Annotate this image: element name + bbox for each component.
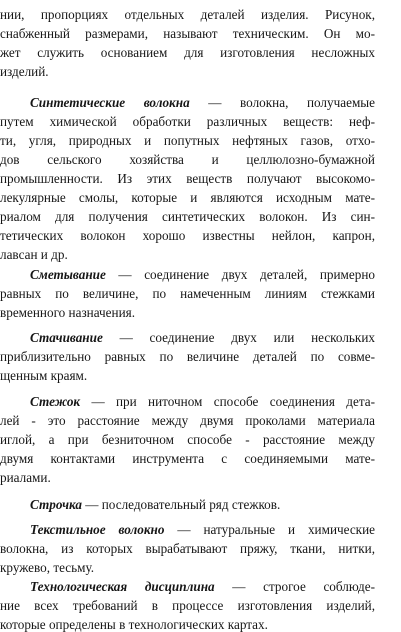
entry-definition-start: — последовательный ряд стежков.	[81, 497, 281, 512]
text-line: иглой, а при безниточном способе - расстояние между	[0, 432, 375, 447]
text-line	[0, 495, 375, 514]
entry-basting	[0, 265, 375, 322]
text-line: жет служить основанием для изготовления несложных	[0, 45, 375, 60]
text-line: временного назначения.	[0, 305, 136, 320]
text-line	[0, 577, 375, 596]
entry-term: Синтетические волокна	[30, 95, 190, 110]
entry-technological-discipline	[0, 577, 375, 632]
text-line: приблизительно равных по величине деталей по совме-	[0, 349, 375, 364]
entry-seam-line	[0, 495, 375, 514]
text-line: дов сельского хозяйства и целлюлозно-бумажной	[0, 152, 375, 167]
entry-term: Стежок	[30, 394, 81, 409]
entry-definition-start: — при ниточном способе соединения дета-	[80, 394, 375, 409]
paragraph-drawing-continuation	[0, 5, 375, 81]
entry-definition-start: — соединение двух или нескольких	[102, 330, 375, 345]
entry-definition-start: — натуральные и химические	[164, 522, 375, 537]
text-line: риалом для получения синтетических волокон. Из син-	[0, 209, 375, 224]
text-line: лекулярные смолы, которые и являются исходным мате-	[0, 190, 375, 205]
text-line: двумя контактами инструмента с соединяемыми мате-	[0, 451, 375, 466]
entry-term: Строчка	[30, 497, 82, 512]
entry-stitch	[0, 392, 375, 487]
text-line	[0, 265, 375, 284]
entry-stitching	[0, 328, 375, 385]
entry-definition-start: — соединение двух деталей, примерно	[105, 267, 375, 282]
text-line: лавсан и др.	[0, 247, 68, 262]
entry-definition-start: — строгое соблюде-	[214, 579, 375, 594]
text-line: снабженный размерами, называют техническим. Он мо-	[0, 26, 375, 41]
text-line	[0, 520, 375, 539]
entry-synthetic-fibers	[0, 93, 375, 264]
entry-term: Стачивание	[30, 330, 103, 345]
text-line: изделий.	[0, 64, 49, 79]
text-line: ние всех требований в процессе изготовления изделий,	[0, 598, 375, 613]
entry-definition-start: — волокна, получаемые	[189, 95, 375, 110]
entry-term: Текстильное волокно	[30, 522, 165, 537]
text-line: равных по величине, по намеченным линиям стежками	[0, 286, 375, 301]
text-line: промышленности. Из этих веществ получают высокомо-	[0, 171, 375, 186]
entry-term: Технологическая дисциплина	[30, 579, 215, 594]
text-line: лей - это расстояние между двумя проколами материала	[0, 413, 375, 428]
text-line: нии, пропорциях отдельных деталей изделия. Рисунок,	[0, 7, 375, 22]
text-line: которые определены в технологических картах.	[0, 617, 268, 632]
text-line	[0, 328, 375, 347]
text-line: риалами.	[0, 470, 51, 485]
text-line: тетических волокон хорошо известны нейлон, капрон,	[0, 228, 375, 243]
entry-textile-fiber	[0, 520, 375, 577]
text-line: щенным краям.	[0, 368, 88, 383]
entry-term: Сметывание	[30, 267, 106, 282]
text-line: волокна, из которых вырабатывают пряжу, ткани, нитки,	[0, 541, 375, 556]
text-line	[0, 93, 375, 112]
text-line: ти, угля, природных и попутных нефтяных газов, отхо-	[0, 133, 375, 148]
text-line: кружево, тесьму.	[0, 560, 95, 575]
text-line: путем химической обработки различных веществ: неф-	[0, 114, 375, 129]
text-line	[0, 392, 375, 411]
